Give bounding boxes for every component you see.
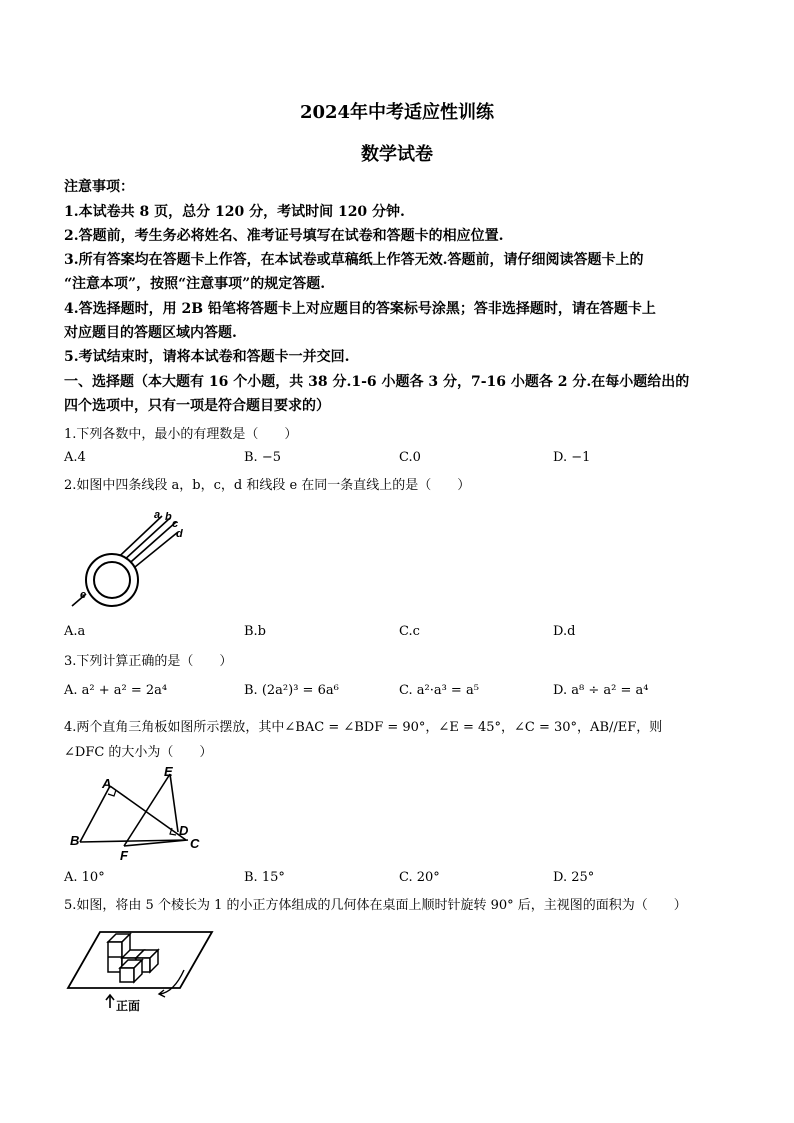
q2-option-d: D.d xyxy=(553,624,576,639)
exam-subtitle: 数学试卷 xyxy=(361,144,433,165)
notice-line: 3.所有答案均在答题卡上作答，在本试卷或草稿纸上作答无效.答题前，请仔细阅读答题卡上的 xyxy=(64,252,644,268)
q1-option-c: C.0 xyxy=(399,450,421,465)
q3-option-d: D. a⁸ ÷ a² = a⁴ xyxy=(553,683,649,698)
q4-label-e: E xyxy=(164,764,173,779)
q1-option-a: A.4 xyxy=(64,450,86,465)
q4-stem-line2: ∠DFC 的大小为（ ） xyxy=(64,745,213,760)
q5-stem: 5.如图，将由 5 个棱长为 1 的小正方体组成的几何体在桌面上顺时针旋转 90° 后，主视图的面积为（ ） xyxy=(64,898,687,913)
q2-label-a: a xyxy=(154,509,161,521)
q2-label-d: d xyxy=(176,528,183,540)
q2-label-e: e xyxy=(80,589,87,601)
q1-stem: 1.下列各数中，最小的有理数是（ ） xyxy=(64,427,298,442)
notice-heading: 注意事项： xyxy=(64,179,134,195)
q2-stem: 2.如图中四条线段 a，b，c，d 和线段 e 在同一条直线上的是（ ） xyxy=(64,478,471,493)
q4-label-d: D xyxy=(179,823,189,838)
q1-option-b: B. −5 xyxy=(244,450,281,465)
q2-label-b: b xyxy=(165,511,172,523)
q4-option-d: D. 25° xyxy=(553,870,595,885)
q3-stem: 3.下列计算正确的是（ ） xyxy=(64,654,233,669)
q3-option-b: B. (2a²)³ = 6a⁶ xyxy=(244,683,339,698)
q4-label-b: B xyxy=(70,833,80,848)
q4-label-c: C xyxy=(190,836,200,851)
q2-figure xyxy=(64,506,204,616)
q2-option-c: C.c xyxy=(399,624,420,639)
exam-title: 2024年中考适应性训练 xyxy=(299,102,495,123)
notice-line: 4.答选择题时，用 2B 铅笔将答题卡上对应题目的答案标号涂黑；答非选择题时，请在答题卡上 xyxy=(64,301,656,317)
section-heading-cont: 四个选项中，只有一项是符合题目要求的） xyxy=(64,398,330,414)
q3-option-c: C. a²·a³ = a⁵ xyxy=(399,683,479,698)
section-heading: 一、选择题（本大题有 16 个小题，共 38 分.1-6 小题各 3 分，7-16 小题各 2 分.在每小题给出的 xyxy=(64,374,690,390)
q3-option-a: A. a² + a² = 2a⁴ xyxy=(64,683,168,698)
q5-label-front: 正面 xyxy=(116,999,141,1013)
notice-line: 5.考试结束时，请将本试卷和答题卡一并交回. xyxy=(64,349,350,365)
notice-line: 1.本试卷共 8 页，总分 120 分，考试时间 120 分钟. xyxy=(64,204,405,220)
q2-option-b: B.b xyxy=(244,624,267,639)
q4-option-c: C. 20° xyxy=(399,870,440,885)
notice-line: 2.答题前，考生务必将姓名、准考证号填写在试卷和答题卡的相应位置. xyxy=(64,228,504,244)
q4-label-a: A xyxy=(102,776,112,791)
q4-stem-line1: 4.两个直角三角板如图所示摆放，其中∠BAC = ∠BDF = 90°，∠E = 45°，∠C = 30°，AB//EF，则 xyxy=(64,720,663,735)
q4-option-a: A. 10° xyxy=(64,870,105,885)
q1-option-d: D. −1 xyxy=(553,450,591,465)
q2-option-a: A.a xyxy=(64,624,86,639)
notice-line: 对应题目的答题区域内答题. xyxy=(64,325,237,341)
q4-label-f: F xyxy=(120,848,128,863)
notice-line: “注意本项”，按照“注意事项”的规定答题. xyxy=(64,276,326,292)
q2-label-c: c xyxy=(172,518,179,530)
q4-figure xyxy=(64,762,214,862)
q4-option-b: B. 15° xyxy=(244,870,285,885)
q5-figure xyxy=(64,922,224,1014)
